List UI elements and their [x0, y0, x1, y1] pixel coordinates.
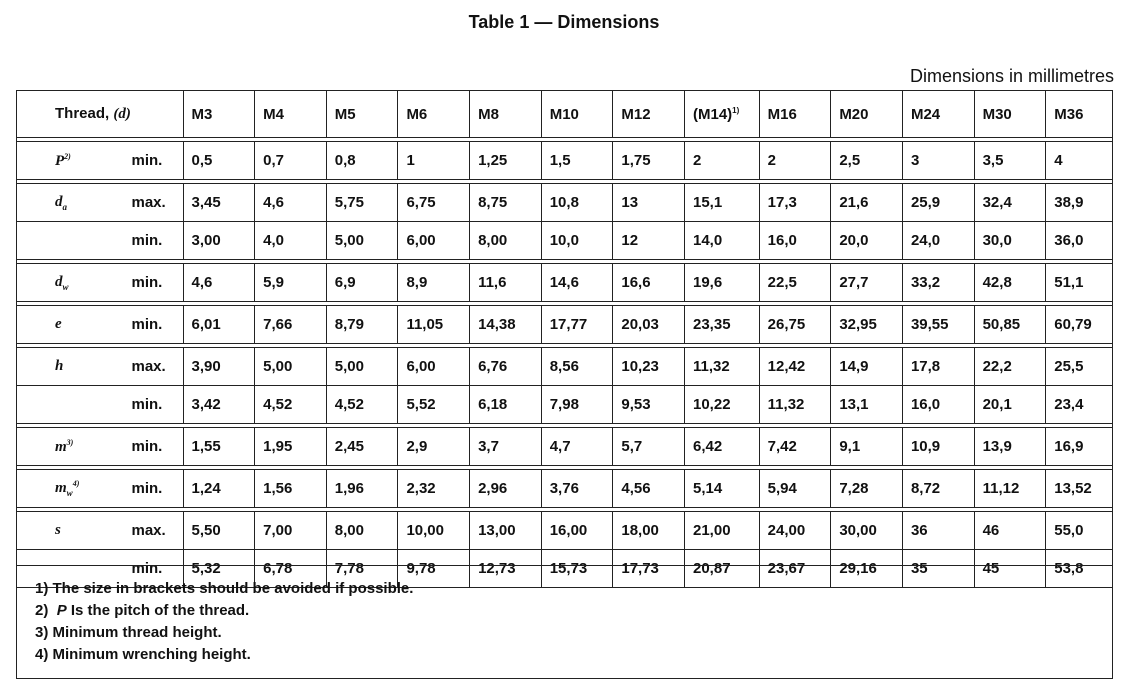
size-header: M30	[974, 91, 1046, 138]
value-cell: 12	[613, 222, 685, 260]
size-header: M4	[255, 91, 327, 138]
value-cell: 24,0	[902, 222, 974, 260]
value-cell: 23,67	[759, 550, 831, 588]
value-cell: 5,52	[398, 386, 470, 424]
value-cell: 14,38	[470, 306, 542, 344]
value-cell: 3,00	[183, 222, 255, 260]
value-cell: 60,79	[1046, 306, 1113, 344]
value-cell: 36,0	[1046, 222, 1113, 260]
value-cell: 8,00	[326, 512, 398, 550]
value-cell: 5,00	[326, 348, 398, 386]
value-cell: 3,45	[183, 184, 255, 222]
value-cell: 32,95	[831, 306, 903, 344]
value-cell: 4,7	[541, 428, 613, 466]
symbol-cell	[17, 386, 128, 424]
value-cell: 6,76	[470, 348, 542, 386]
value-cell: 6,42	[685, 428, 760, 466]
value-cell: 21,6	[831, 184, 903, 222]
symbol-cell: $m_w^{4)}$	[17, 470, 128, 508]
table-row	[17, 512, 1113, 550]
value-cell: 25,9	[902, 184, 974, 222]
value-cell: 8,75	[470, 184, 542, 222]
value-cell: 5,14	[685, 470, 760, 508]
value-cell: 11,05	[398, 306, 470, 344]
value-cell: 1,24	[183, 470, 255, 508]
value-cell: 17,77	[541, 306, 613, 344]
footnotes	[16, 565, 1113, 679]
value-cell: 2	[759, 142, 831, 180]
value-cell: 11,32	[759, 386, 831, 424]
value-cell: 5,00	[255, 348, 327, 386]
value-cell: 4,52	[326, 386, 398, 424]
value-cell: 26,75	[759, 306, 831, 344]
value-cell: 35	[902, 550, 974, 588]
value-cell: 10,23	[613, 348, 685, 386]
value-cell: 16,0	[759, 222, 831, 260]
value-cell: 46	[974, 512, 1046, 550]
value-cell: 29,16	[831, 550, 903, 588]
value-cell: 10,8	[541, 184, 613, 222]
value-cell: 16,00	[541, 512, 613, 550]
value-cell: 5,32	[183, 550, 255, 588]
value-cell: 2,45	[326, 428, 398, 466]
value-cell: 3,5	[974, 142, 1046, 180]
limit-cell: max.	[128, 184, 184, 222]
value-cell: 2,32	[398, 470, 470, 508]
header-row	[17, 91, 1113, 138]
value-cell: 7,28	[831, 470, 903, 508]
value-cell: 4,6	[255, 184, 327, 222]
value-cell: 3	[902, 142, 974, 180]
size-header: M12	[613, 91, 685, 138]
value-cell: 13,1	[831, 386, 903, 424]
symbol-cell: $P^{2)}$	[17, 142, 128, 180]
limit-cell: min.	[128, 306, 184, 344]
limit-cell: min.	[128, 470, 184, 508]
value-cell: 1,75	[613, 142, 685, 180]
value-cell: 18,00	[613, 512, 685, 550]
value-cell: 10,00	[398, 512, 470, 550]
value-cell: 20,0	[831, 222, 903, 260]
value-cell: 7,00	[255, 512, 327, 550]
value-cell: 9,53	[613, 386, 685, 424]
symbol-cell: $d_w$	[17, 264, 128, 302]
symbol-cell: e	[17, 306, 128, 344]
value-cell: 3,76	[541, 470, 613, 508]
table-row	[17, 386, 1113, 424]
value-cell: 36	[902, 512, 974, 550]
value-cell: 42,8	[974, 264, 1046, 302]
symbol-cell: h	[17, 348, 128, 386]
footnote-4: 4) Minimum wrenching height.	[35, 646, 251, 663]
value-cell: 5,00	[326, 222, 398, 260]
value-cell: 11,32	[685, 348, 760, 386]
symbol-cell: s	[17, 512, 128, 550]
value-cell: 30,0	[974, 222, 1046, 260]
size-header: M36	[1046, 91, 1113, 138]
value-cell: 19,6	[685, 264, 760, 302]
value-cell: 53,8	[1046, 550, 1113, 588]
thread-header: Thread, (d)	[17, 91, 184, 138]
value-cell: 5,94	[759, 470, 831, 508]
table-row	[17, 470, 1113, 508]
value-cell: 25,5	[1046, 348, 1113, 386]
value-cell: 0,7	[255, 142, 327, 180]
value-cell: 13,00	[470, 512, 542, 550]
value-cell: 5,9	[255, 264, 327, 302]
value-cell: 21,00	[685, 512, 760, 550]
value-cell: 5,7	[613, 428, 685, 466]
value-cell: 0,8	[326, 142, 398, 180]
limit-cell: max.	[128, 512, 184, 550]
value-cell: 3,42	[183, 386, 255, 424]
value-cell: 14,9	[831, 348, 903, 386]
table-row	[17, 306, 1113, 344]
value-cell: 16,9	[1046, 428, 1113, 466]
value-cell: 4	[1046, 142, 1113, 180]
limit-cell: min.	[128, 550, 184, 588]
size-header: M24	[902, 91, 974, 138]
value-cell: 45	[974, 550, 1046, 588]
limit-cell: min.	[128, 264, 184, 302]
value-cell: 6,01	[183, 306, 255, 344]
value-cell: 11,6	[470, 264, 542, 302]
value-cell: 10,9	[902, 428, 974, 466]
value-cell: 8,72	[902, 470, 974, 508]
size-header: $(M14)^{1)}$	[685, 91, 760, 138]
size-header: M6	[398, 91, 470, 138]
value-cell: 17,73	[613, 550, 685, 588]
value-cell: 27,7	[831, 264, 903, 302]
symbol-cell: $d_a$	[17, 184, 128, 222]
value-cell: 22,5	[759, 264, 831, 302]
value-cell: 6,00	[398, 222, 470, 260]
value-cell: 3,90	[183, 348, 255, 386]
value-cell: 1,5	[541, 142, 613, 180]
table-row	[17, 348, 1113, 386]
value-cell: 6,00	[398, 348, 470, 386]
value-cell: 8,00	[470, 222, 542, 260]
value-cell: 1,56	[255, 470, 327, 508]
value-cell: 20,1	[974, 386, 1046, 424]
value-cell: 2	[685, 142, 760, 180]
value-cell: 4,0	[255, 222, 327, 260]
symbol-cell: $m^{3)}$	[17, 428, 128, 466]
value-cell: 7,66	[255, 306, 327, 344]
value-cell: 30,00	[831, 512, 903, 550]
value-cell: 39,55	[902, 306, 974, 344]
value-cell: 15,1	[685, 184, 760, 222]
table-title: Table 1 — Dimensions	[468, 12, 660, 32]
value-cell: 7,42	[759, 428, 831, 466]
value-cell: 2,96	[470, 470, 542, 508]
value-cell: 2,5	[831, 142, 903, 180]
value-cell: 1,25	[470, 142, 542, 180]
size-header: M10	[541, 91, 613, 138]
value-cell: 5,75	[326, 184, 398, 222]
value-cell: 4,52	[255, 386, 327, 424]
value-cell: 22,2	[974, 348, 1046, 386]
value-cell: 33,2	[902, 264, 974, 302]
value-cell: 17,8	[902, 348, 974, 386]
value-cell: 9,1	[831, 428, 903, 466]
value-cell: 16,0	[902, 386, 974, 424]
value-cell: 8,56	[541, 348, 613, 386]
size-header: M16	[759, 91, 831, 138]
value-cell: 16,6	[613, 264, 685, 302]
value-cell: 5,50	[183, 512, 255, 550]
value-cell: 13	[613, 184, 685, 222]
value-cell: 6,18	[470, 386, 542, 424]
value-cell: 24,00	[759, 512, 831, 550]
limit-cell: max.	[128, 348, 184, 386]
value-cell: 55,0	[1046, 512, 1113, 550]
value-cell: 4,6	[183, 264, 255, 302]
value-cell: 8,79	[326, 306, 398, 344]
table-row	[17, 222, 1113, 260]
table-row	[17, 184, 1113, 222]
dimensions-table	[16, 90, 1113, 588]
table-row	[17, 264, 1113, 302]
value-cell: 20,03	[613, 306, 685, 344]
value-cell: 23,35	[685, 306, 760, 344]
value-cell: 50,85	[974, 306, 1046, 344]
value-cell: 8,9	[398, 264, 470, 302]
value-cell: 6,9	[326, 264, 398, 302]
value-cell: 9,78	[398, 550, 470, 588]
value-cell: 12,73	[470, 550, 542, 588]
value-cell: 1	[398, 142, 470, 180]
value-cell: 10,0	[541, 222, 613, 260]
table-row	[17, 428, 1113, 466]
value-cell: 7,98	[541, 386, 613, 424]
size-header: M3	[183, 91, 255, 138]
units-note: Dimensions in millimetres	[909, 66, 1114, 86]
limit-cell: min.	[128, 222, 184, 260]
limit-cell: min.	[128, 142, 184, 180]
value-cell: 7,78	[326, 550, 398, 588]
size-header: M8	[470, 91, 542, 138]
value-cell: 17,3	[759, 184, 831, 222]
value-cell: 13,9	[974, 428, 1046, 466]
limit-cell: min.	[128, 386, 184, 424]
size-header: M20	[831, 91, 903, 138]
value-cell: 15,73	[541, 550, 613, 588]
value-cell: 32,4	[974, 184, 1046, 222]
value-cell: 10,22	[685, 386, 760, 424]
value-cell: 38,9	[1046, 184, 1113, 222]
value-cell: 51,1	[1046, 264, 1113, 302]
value-cell: 6,75	[398, 184, 470, 222]
size-header: M5	[326, 91, 398, 138]
table-row	[17, 142, 1113, 180]
value-cell: 4,56	[613, 470, 685, 508]
symbol-cell	[17, 222, 128, 260]
value-cell: 3,7	[470, 428, 542, 466]
value-cell: 11,12	[974, 470, 1046, 508]
value-cell: 6,78	[255, 550, 327, 588]
value-cell: 1,55	[183, 428, 255, 466]
value-cell: 20,87	[685, 550, 760, 588]
value-cell: 1,95	[255, 428, 327, 466]
value-cell: 23,4	[1046, 386, 1113, 424]
limit-cell: min.	[128, 428, 184, 466]
value-cell: 2,9	[398, 428, 470, 466]
value-cell: 13,52	[1046, 470, 1113, 508]
value-cell: 14,0	[685, 222, 760, 260]
value-cell: 14,6	[541, 264, 613, 302]
value-cell: 0,5	[183, 142, 255, 180]
footnote-2: 2) P Is the pitch of the thread.	[35, 602, 250, 619]
footnote-3: 3) Minimum thread height.	[35, 624, 222, 641]
value-cell: 12,42	[759, 348, 831, 386]
value-cell: 1,96	[326, 470, 398, 508]
footnote-1: 1) The size in brackets should be avoided if possible.	[35, 580, 414, 597]
